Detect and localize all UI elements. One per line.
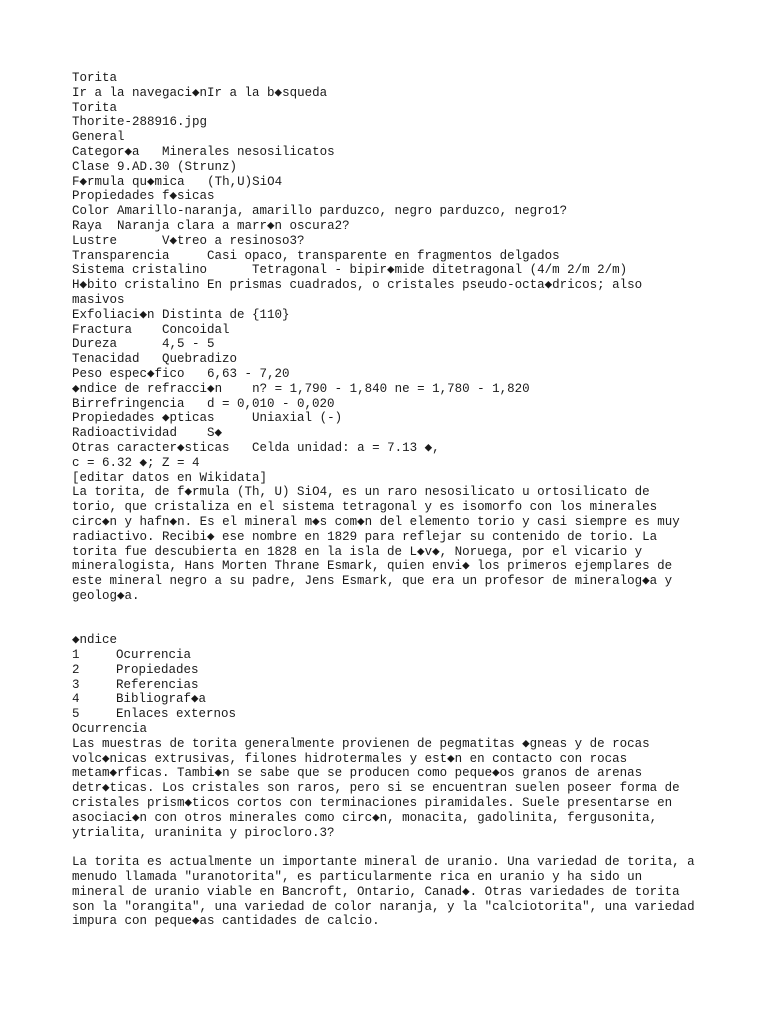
infobox-row: Propiedades ◆pticas Uniaxial (-) xyxy=(72,411,343,426)
paragraph-line: La torita, de f◆rmula (Th, U) SiO4, es un raro nesosilicato u ortosilicato de xyxy=(72,485,650,500)
paragraph-line: metam◆rficas. Tambi◆n se sabe que se producen como peque◆os granos de arenas xyxy=(72,766,643,781)
infobox-row: Peso espec◆fico 6,63 - 7,20 xyxy=(72,366,290,381)
toc-number: 1 xyxy=(72,648,80,663)
toc-item[interactable] xyxy=(72,692,712,707)
paragraph-line: detr◆ticas. Los cristales son raros, pero si se encuentran suelen poseer forma de xyxy=(72,781,680,796)
infobox-row: Fractura Concoidal xyxy=(72,322,230,337)
paragraph-line: circ◆n y hafn◆n. Es el mineral m◆s com◆n del elemento torio y casi siempre es muy xyxy=(72,514,680,529)
infobox-row: Categor◆a Minerales nesosilicatos xyxy=(72,144,335,159)
toc-number: 2 xyxy=(72,662,80,677)
infobox-row: Dureza 4,5 - 5 xyxy=(72,337,215,352)
article-title: Torita xyxy=(72,100,118,115)
paragraph-line: torio, que cristaliza en el sistema tetragonal y es isomorfo con los minerales xyxy=(72,500,658,515)
infobox-row: H◆bito cristalino En prismas cuadrados, o cristales pseudo-octa◆dricos; also xyxy=(72,278,643,293)
paragraph-line: mineralogista, Hans Morten Thrane Esmark, quien envi◆ los primeros ejemplares de xyxy=(72,559,673,574)
paragraph-line: son la "orangita", una variedad de color naranja, y la "calciotorita", una variedad xyxy=(72,899,695,914)
spacer xyxy=(72,618,712,633)
paragraph-line: torita fue descubierta en 1828 en la isla de L◆v◆, Noruega, por el vicario y xyxy=(72,544,643,559)
toc-item[interactable] xyxy=(72,707,712,722)
infobox-row: c = 6.32 ◆; Z = 4 xyxy=(72,455,200,470)
infobox-row: Propiedades f◆sicas xyxy=(72,189,215,204)
intro-paragraph xyxy=(72,485,712,603)
infobox-row: F◆rmula qu◆mica (Th,U)SiO4 xyxy=(72,174,283,189)
infobox-row: Sistema cristalino Tetragonal - bipir◆mide ditetragonal (4/m 2/m 2/m) xyxy=(72,263,628,278)
infobox-row: masivos xyxy=(72,292,125,307)
infobox-row: Transparencia Casi opaco, transparente en fragmentos delgados xyxy=(72,248,560,263)
toc-label: Enlaces externos xyxy=(116,707,237,722)
toc-title: ◆ndice xyxy=(72,633,118,648)
paragraph-line: radiactivo. Recibi◆ ese nombre en 1829 para reflejar su contenido de torio. La xyxy=(72,529,658,544)
spacer xyxy=(72,604,712,619)
toc-number: 5 xyxy=(72,707,80,722)
paragraph-line: volc◆nicas extrusivas, filones hidrotermales y est◆n en contacto con rocas xyxy=(72,751,628,766)
infobox-row: Lustre V◆treo a resinoso3? xyxy=(72,233,305,248)
toc-label: Referencias xyxy=(116,677,199,692)
paragraph-line: asociaci◆n con otros minerales como circ◆n, monacita, gadolinita, fergusonita, xyxy=(72,810,658,825)
toc-label: Bibliograf◆a xyxy=(116,692,207,707)
toc-label: Propiedades xyxy=(116,662,199,677)
infobox-row: Color Amarillo-naranja, amarillo parduzco, negro parduzco, negro1? xyxy=(72,204,568,219)
toc-item[interactable] xyxy=(72,648,712,663)
infobox-row: Raya Naranja clara a marr◆n oscura2? xyxy=(72,218,350,233)
toc-item[interactable] xyxy=(72,663,712,678)
paragraph-line: La torita es actualmente un importante mineral de uranio. Una variedad de torita, a xyxy=(72,855,695,870)
paragraph-line: mineral de uranio viable en Bancroft, Ontario, Canad◆. Otras variedades de torita xyxy=(72,884,680,899)
paragraph-line: cristales prism◆ticos cortos con terminaciones piramidales. Suele presentarse en xyxy=(72,796,673,811)
infobox-general-heading: General xyxy=(72,130,125,145)
paragraph-line: geolog◆a. xyxy=(72,588,140,603)
toc-number: 3 xyxy=(72,677,80,692)
paragraph-line: menudo llamada "uranotorita", es particularmente rica en uranio y ha sido un xyxy=(72,870,643,885)
paragraph-line: este mineral negro a su padre, Jens Esmark, que era un profesor de mineralog◆a y xyxy=(72,574,673,589)
toc-number: 4 xyxy=(72,692,80,707)
image-filename[interactable]: Thorite-288916.jpg xyxy=(72,115,208,130)
infobox-row: ◆ndice de refracci◆n n? = 1,790 - 1,840 ne = 1,780 - 1,820 xyxy=(72,381,530,396)
occurrence-paragraph xyxy=(72,737,712,841)
infobox-row: Radioactividad S◆ xyxy=(72,426,223,441)
infobox-row: Otras caracter◆sticas Celda unidad: a = 7.13 ◆, xyxy=(72,440,440,455)
document-page xyxy=(72,71,712,929)
paragraph-line: impura con peque◆as cantidades de calcio. xyxy=(72,914,380,929)
navigation-links[interactable]: Ir a la navegaci◆nIr a la b◆squeda xyxy=(72,85,328,100)
infobox-row: Exfoliaci◆n Distinta de {110} xyxy=(72,307,290,322)
spacer xyxy=(72,840,712,855)
paragraph-line: Las muestras de torita generalmente provienen de pegmatitas ◆gneas y de rocas xyxy=(72,736,650,751)
infobox-row: Tenacidad Quebradizo xyxy=(72,352,238,367)
table-of-contents xyxy=(72,633,712,722)
page-title: Torita xyxy=(72,71,118,85)
infobox-row: Clase 9.AD.30 (Strunz) xyxy=(72,159,238,174)
infobox xyxy=(72,145,712,485)
infobox-row: Birrefringencia d = 0,010 - 0,020 xyxy=(72,396,335,411)
section-heading-ocurrencia: Ocurrencia xyxy=(72,722,148,737)
paragraph-line: ytrialita, uraninita y pirocloro.3? xyxy=(72,825,335,840)
toc-item[interactable] xyxy=(72,678,712,693)
toc-label: Ocurrencia xyxy=(116,648,192,663)
uranium-paragraph xyxy=(72,855,712,929)
edit-wikidata-link[interactable]: [editar datos en Wikidata] xyxy=(72,470,268,485)
